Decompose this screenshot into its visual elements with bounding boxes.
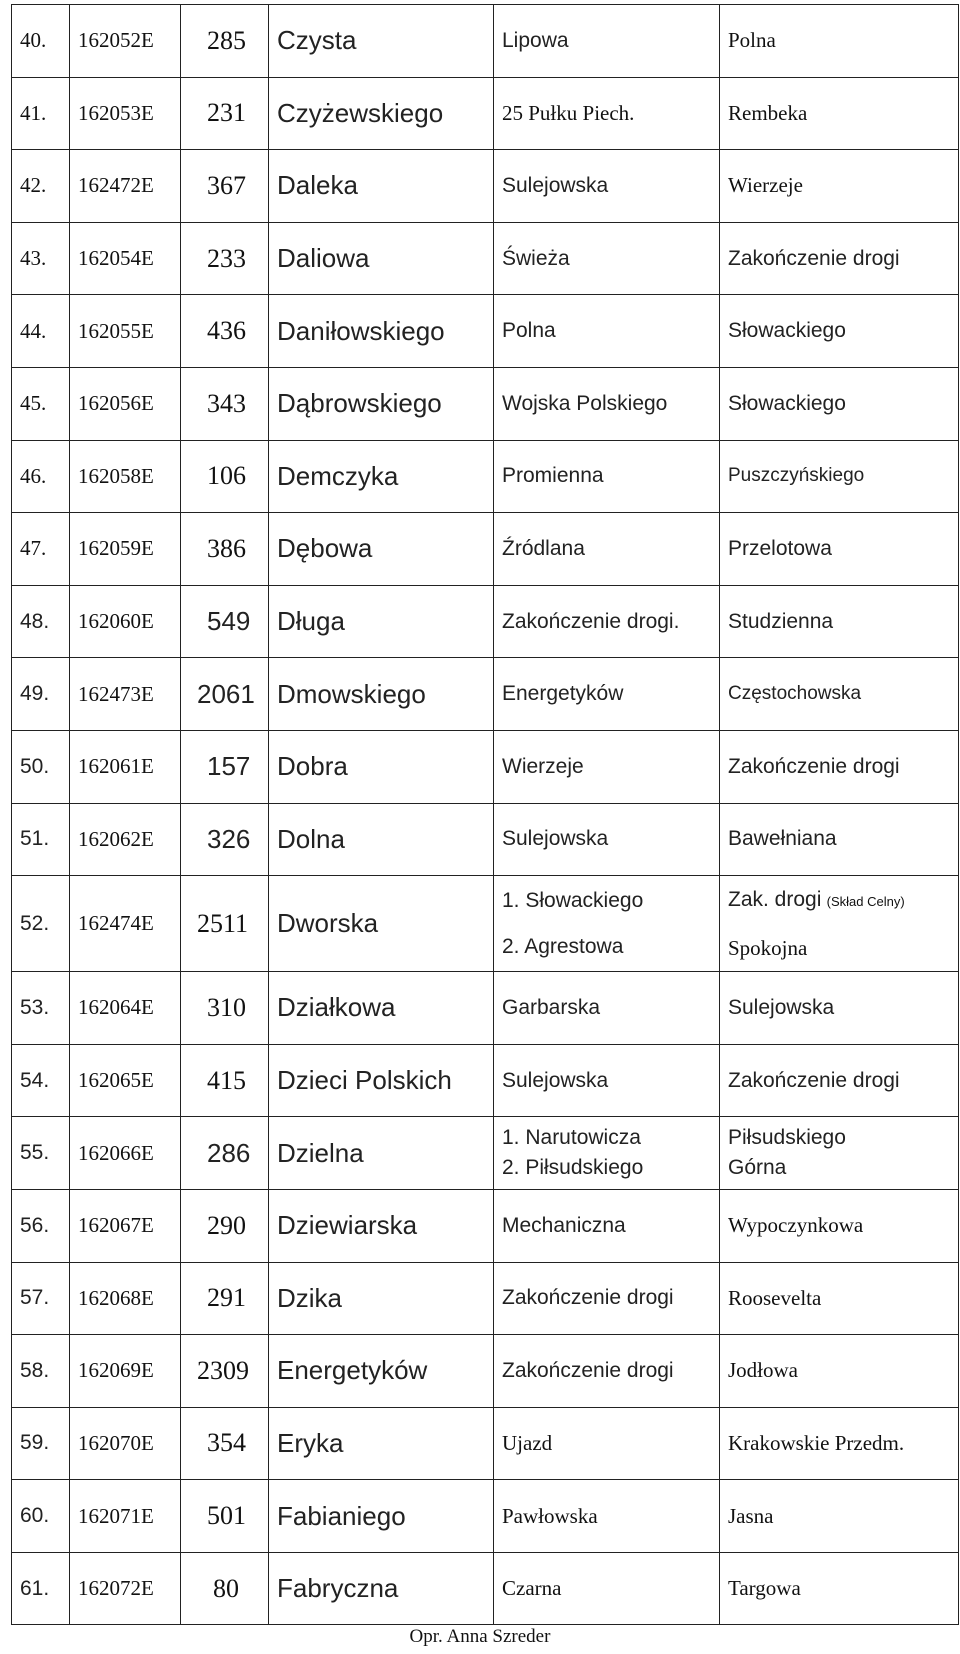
- to-street-line: Spokojna: [728, 936, 808, 961]
- row-number: 60.: [12, 1480, 70, 1553]
- table-row: [12, 1189, 959, 1262]
- row-number: 49.: [12, 658, 70, 731]
- street-name: Dolna: [269, 803, 494, 876]
- table-row: [12, 5, 959, 78]
- to-street: Roosevelta: [720, 1262, 959, 1335]
- table-row: [12, 585, 959, 658]
- road-id: 162054E: [70, 222, 181, 295]
- road-id: 162056E: [70, 367, 181, 440]
- row-number: 47.: [12, 513, 70, 586]
- from-street: Wierzeje: [494, 730, 720, 803]
- to-street: Jasna: [720, 1480, 959, 1553]
- road-id: 162072E: [70, 1552, 181, 1625]
- from-street: Wojska Polskiego: [494, 367, 720, 440]
- street-name: Dobra: [269, 730, 494, 803]
- to-street-line: [728, 876, 958, 925]
- from-street: Polna: [494, 295, 720, 368]
- row-number: 53.: [12, 972, 70, 1045]
- road-length: 290: [181, 1189, 269, 1262]
- from-street: Energetyków: [494, 658, 720, 731]
- road-length: 291: [181, 1262, 269, 1335]
- roads-table: [11, 4, 959, 1625]
- row-number: 51.: [12, 803, 70, 876]
- street-name: Działkowa: [269, 972, 494, 1045]
- from-street: Garbarska: [494, 972, 720, 1045]
- from-street-line: 1. Narutowicza: [502, 1126, 641, 1150]
- road-id: 162061E: [70, 730, 181, 803]
- road-length: 415: [181, 1044, 269, 1117]
- row-number: 54.: [12, 1044, 70, 1117]
- to-street-note: (Skład Celny): [826, 894, 905, 910]
- table-row: [12, 972, 959, 1045]
- road-length: 436: [181, 295, 269, 368]
- road-length: 310: [181, 972, 269, 1045]
- to-street: Zakończenie drogi: [720, 1044, 959, 1117]
- street-name: Czyżewskiego: [269, 77, 494, 150]
- table-row: [12, 1117, 959, 1190]
- road-length: 80: [181, 1552, 269, 1625]
- street-name: Czysta: [269, 5, 494, 78]
- from-street-line: 2. Agrestowa: [502, 934, 624, 958]
- road-id: 162053E: [70, 77, 181, 150]
- from-street: [494, 876, 720, 972]
- from-street: Czarna: [494, 1552, 720, 1625]
- road-length: 285: [181, 5, 269, 78]
- to-street: Sulejowska: [720, 972, 959, 1045]
- to-street-line: Piłsudskiego: [728, 1126, 846, 1150]
- to-street: Jodłowa: [720, 1335, 959, 1408]
- street-name: Dzielna: [269, 1117, 494, 1190]
- road-length: 326: [181, 803, 269, 876]
- table-row: [12, 1480, 959, 1553]
- row-number: 45.: [12, 367, 70, 440]
- to-street: Krakowskie Przedm.: [720, 1407, 959, 1480]
- table-row: [12, 1335, 959, 1408]
- road-id: 162066E: [70, 1117, 181, 1190]
- street-name: Daniłowskiego: [269, 295, 494, 368]
- table-row: [12, 1552, 959, 1625]
- table-row: [12, 730, 959, 803]
- to-street: Zakończenie drogi: [720, 730, 959, 803]
- from-street: Sulejowska: [494, 1044, 720, 1117]
- road-length: 2061: [181, 658, 269, 731]
- table-row: [12, 222, 959, 295]
- road-length: 286: [181, 1117, 269, 1190]
- from-street: Mechaniczna: [494, 1189, 720, 1262]
- to-street: Zakończenie drogi: [720, 222, 959, 295]
- table-row: [12, 440, 959, 513]
- row-number: 56.: [12, 1189, 70, 1262]
- to-street: [720, 1117, 959, 1190]
- street-name: Dworska: [269, 876, 494, 972]
- from-street: Świeża: [494, 222, 720, 295]
- street-name: Energetyków: [269, 1335, 494, 1408]
- road-length: 233: [181, 222, 269, 295]
- table-row: [12, 367, 959, 440]
- to-street: Przelotowa: [720, 513, 959, 586]
- road-id: 162060E: [70, 585, 181, 658]
- to-street: Polna: [720, 5, 959, 78]
- row-number: 61.: [12, 1552, 70, 1625]
- row-number: 40.: [12, 5, 70, 78]
- row-number: 50.: [12, 730, 70, 803]
- road-id: 162058E: [70, 440, 181, 513]
- row-number: 57.: [12, 1262, 70, 1335]
- from-street: Ujazd: [494, 1407, 720, 1480]
- table-row: [12, 295, 959, 368]
- row-number: 52.: [12, 876, 70, 972]
- road-id: 162473E: [70, 658, 181, 731]
- road-length: 354: [181, 1407, 269, 1480]
- row-number: 44.: [12, 295, 70, 368]
- street-name: Fabianiego: [269, 1480, 494, 1553]
- street-name: Demczyka: [269, 440, 494, 513]
- table-row: [12, 150, 959, 223]
- row-number: 59.: [12, 1407, 70, 1480]
- street-name: Dziewiarska: [269, 1189, 494, 1262]
- from-street: Pawłowska: [494, 1480, 720, 1553]
- road-id: 162472E: [70, 150, 181, 223]
- row-number: 43.: [12, 222, 70, 295]
- road-length: 106: [181, 440, 269, 513]
- to-street: Rembeka: [720, 77, 959, 150]
- to-street: Częstochowska: [720, 658, 959, 731]
- row-number: 55.: [12, 1117, 70, 1190]
- street-name: Fabryczna: [269, 1552, 494, 1625]
- to-street: Puszczyńskiego: [720, 440, 959, 513]
- road-length: 367: [181, 150, 269, 223]
- road-length: 501: [181, 1480, 269, 1553]
- table-row: [12, 77, 959, 150]
- to-street: Słowackiego: [720, 295, 959, 368]
- row-number: 48.: [12, 585, 70, 658]
- from-street: Źródlana: [494, 513, 720, 586]
- row-number: 42.: [12, 150, 70, 223]
- row-number: 41.: [12, 77, 70, 150]
- road-length: 386: [181, 513, 269, 586]
- road-id: 162059E: [70, 513, 181, 586]
- road-length: 231: [181, 77, 269, 150]
- road-length: 343: [181, 367, 269, 440]
- from-street: [494, 1117, 720, 1190]
- road-id: 162065E: [70, 1044, 181, 1117]
- road-id: 162067E: [70, 1189, 181, 1262]
- street-name: Daleka: [269, 150, 494, 223]
- from-street: 25 Pułku Piech.: [494, 77, 720, 150]
- table-row: [12, 1407, 959, 1480]
- street-name: Dzika: [269, 1262, 494, 1335]
- from-street: Zakończenie drogi: [494, 1335, 720, 1408]
- street-name: Daliowa: [269, 222, 494, 295]
- from-street: Zakończenie drogi: [494, 1262, 720, 1335]
- road-id: 162055E: [70, 295, 181, 368]
- from-street: Promienna: [494, 440, 720, 513]
- to-street: Wypoczynkowa: [720, 1189, 959, 1262]
- from-street: Zakończenie drogi.: [494, 585, 720, 658]
- road-id: 162052E: [70, 5, 181, 78]
- row-number: 46.: [12, 440, 70, 513]
- table-row: [12, 1262, 959, 1335]
- road-length: 157: [181, 730, 269, 803]
- road-id: 162070E: [70, 1407, 181, 1480]
- street-name: Eryka: [269, 1407, 494, 1480]
- road-length: 549: [181, 585, 269, 658]
- road-id: 162064E: [70, 972, 181, 1045]
- road-length: 2309: [181, 1335, 269, 1408]
- table-row: [12, 513, 959, 586]
- table-row: [12, 658, 959, 731]
- street-name: Dębowa: [269, 513, 494, 586]
- from-street-line: 2. Piłsudskiego: [502, 1156, 644, 1180]
- street-name: Długa: [269, 585, 494, 658]
- to-street: Słowackiego: [720, 367, 959, 440]
- table-row: [12, 876, 959, 972]
- from-street: Sulejowska: [494, 803, 720, 876]
- to-street: Studzienna: [720, 585, 959, 658]
- to-street: [720, 876, 959, 972]
- to-street: Wierzeje: [720, 150, 959, 223]
- road-id: 162062E: [70, 803, 181, 876]
- to-street: Bawełniana: [720, 803, 959, 876]
- from-street: Sulejowska: [494, 150, 720, 223]
- road-length: 2511: [181, 876, 269, 972]
- footer-author: Opr. Anna Szreder: [409, 1626, 551, 1647]
- from-street: Lipowa: [494, 5, 720, 78]
- road-id: 162071E: [70, 1480, 181, 1553]
- road-id: 162069E: [70, 1335, 181, 1408]
- table-row: [12, 803, 959, 876]
- street-name: Dąbrowskiego: [269, 367, 494, 440]
- to-street: Targowa: [720, 1552, 959, 1625]
- road-id: 162474E: [70, 876, 181, 972]
- table-row: [12, 1044, 959, 1117]
- street-name: Dmowskiego: [269, 658, 494, 731]
- from-street-line: 1. Słowackiego: [502, 888, 644, 912]
- to-street-text: Zak. drogi: [728, 888, 822, 912]
- row-number: 58.: [12, 1335, 70, 1408]
- street-name: Dzieci Polskich: [269, 1044, 494, 1117]
- road-id: 162068E: [70, 1262, 181, 1335]
- to-street-line: Górna: [728, 1156, 787, 1180]
